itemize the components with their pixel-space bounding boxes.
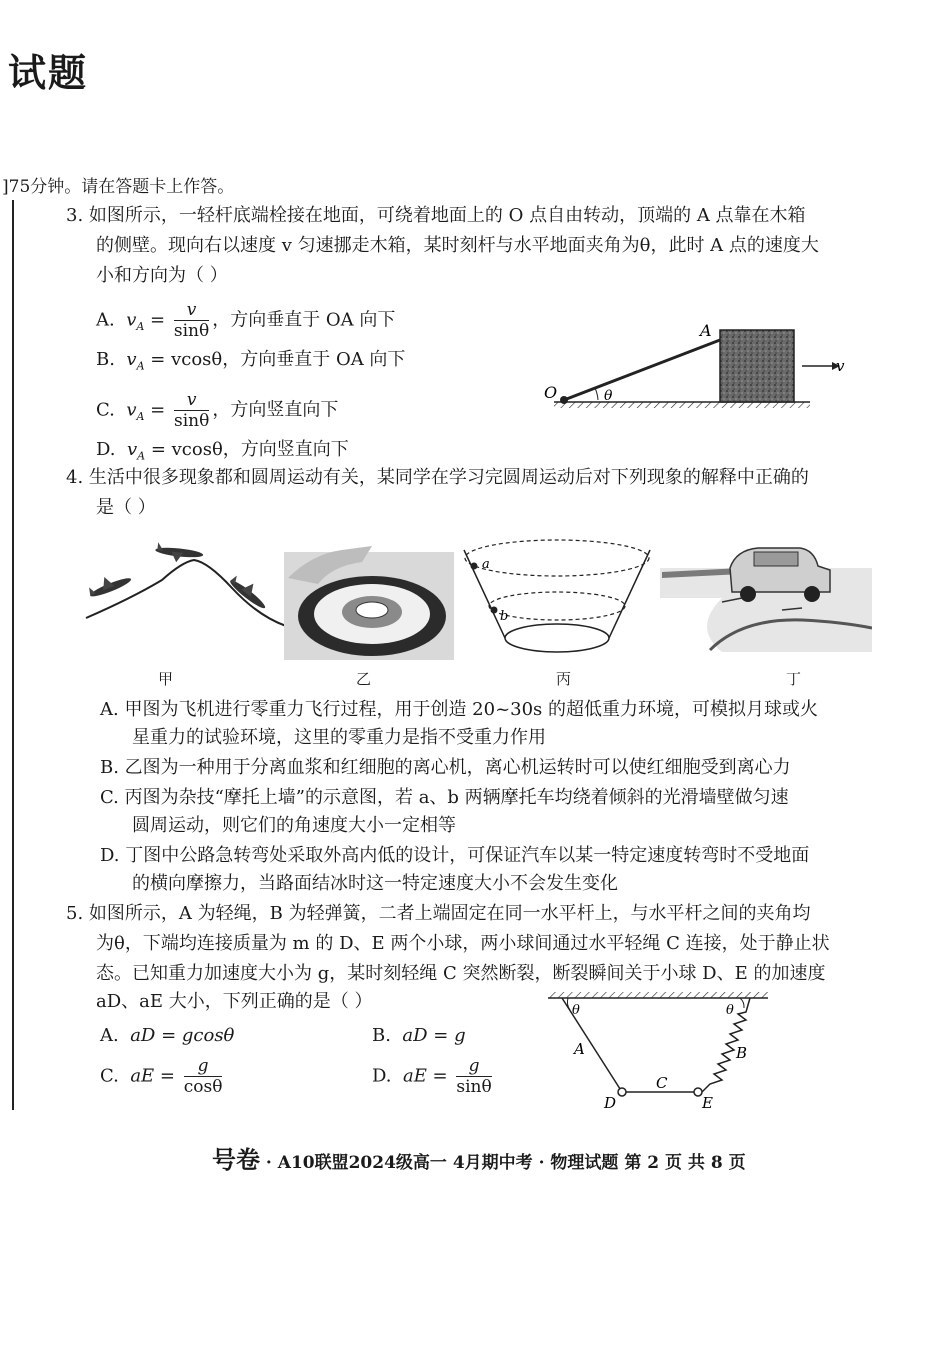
q5-option-c <box>100 1056 225 1097</box>
q3-option-a: A. $v_A$ = $\frac{v}{\sin\theta}$ ，方向垂直于 OA 向下 <box>96 300 396 341</box>
label-c: C <box>656 1074 668 1092</box>
figure-yi-centrifuge <box>284 546 454 660</box>
airplane-icon <box>86 568 133 599</box>
q3-option-b <box>96 348 405 379</box>
car-wheel <box>804 586 820 602</box>
q3-option-d-sub: A <box>137 449 146 463</box>
light-rod <box>564 340 720 400</box>
cone-top-rim <box>465 540 649 576</box>
motorcycle-b-dot <box>491 607 498 614</box>
angle-arc-right <box>740 998 744 1008</box>
q3-option-c-num: v <box>174 390 209 411</box>
ball-d <box>618 1088 626 1096</box>
q3-option-a-fraction <box>174 300 209 341</box>
q3-option-b-label: B. <box>96 349 115 370</box>
q3-option-a-sub: A <box>136 320 145 334</box>
caption-jia: 甲 <box>158 670 174 688</box>
exam-time-note: ]75分钟。请在答题卡上作答。 <box>2 177 235 197</box>
q4-option-d-line-2: 的横向摩擦力，当路面结冰时这一特定速度大小不会发生变化 <box>132 873 618 894</box>
q4-stem-line-1: 4. 生活中很多现象都和圆周运动有关，某同学在学习完圆周运动后对下列现象的解释中正确的 <box>66 467 809 488</box>
figure-jia-parabolic-flight <box>86 542 286 626</box>
point-o-label: O <box>544 383 558 402</box>
page-footer <box>212 1140 746 1175</box>
q5-option-d-lhs: aE = <box>402 1065 448 1087</box>
q3-option-b-lhs: v <box>126 349 137 370</box>
wooden-box <box>720 330 794 402</box>
q4-option-a-line-1: A. 甲图为飞机进行零重力飞行过程，用于创造 20~30s 的超低重力环境，可模拟月球或火 <box>100 699 819 720</box>
q3-stem-line-3: 小和方向为（ ） <box>96 265 228 286</box>
theta-right-label: θ <box>726 1003 734 1018</box>
cone-middle-ring <box>489 592 625 620</box>
q5-option-a-text: aD = gcosθ <box>130 1025 235 1046</box>
q5-option-d-fraction <box>456 1056 491 1097</box>
q5-rope-spring-figure <box>540 990 776 1114</box>
q3-option-d-tail: ，方向竖直向下 <box>222 439 349 460</box>
q3-option-c-label: C. <box>96 399 115 421</box>
cone-right-wall <box>609 550 650 638</box>
q4-option-c-line-2: 圆周运动，则它们的角速度大小一定相等 <box>132 815 456 836</box>
q5-option-c-num: g <box>184 1056 223 1077</box>
label-b: b <box>500 609 509 624</box>
rope-a <box>562 998 622 1092</box>
flight-path <box>86 560 286 626</box>
q3-option-c: C. $v_A$ = $\frac{v}{\sin\theta}$ ，方向竖直向下 <box>96 390 339 431</box>
q5-option-a <box>100 1024 234 1048</box>
q3-option-d-rhs: = vcosθ <box>150 439 223 460</box>
footer-text: · A10联盟2024级高一 4月期中考 · 物理试题 第 2 页 共 8 页 <box>265 1153 746 1173</box>
q5-option-d-label: D. <box>372 1065 392 1087</box>
q5-stem-line-4: aD、aE 大小，下列正确的是（ ） <box>96 991 373 1012</box>
q3-rod-box-figure <box>540 318 850 418</box>
pivot-o-point <box>560 396 568 404</box>
cone-bottom-rim <box>505 624 609 652</box>
q3-option-d <box>96 438 349 469</box>
publisher-logo: 号卷 <box>212 1145 260 1174</box>
q5-option-c-lhs: aE = <box>130 1065 175 1087</box>
q5-option-d <box>372 1056 495 1097</box>
angle-arc <box>595 388 598 400</box>
q3-stem-line-2: 的侧壁。现向右以速度 v 匀速挪走木箱，某时刻杆与水平地面夹角为θ，此时 A 点的速度大 <box>96 235 819 256</box>
theta-left-label: θ <box>572 1003 580 1018</box>
figure-bing-cone-wall <box>464 540 650 652</box>
q5-stem-line-3: 态。已知重力加速度大小为 g，某时刻轻绳 C 突然断裂，断裂瞬间关于小球 D、E 的加速度 <box>96 963 826 984</box>
point-a-label: A <box>700 321 712 340</box>
label-a: a <box>482 557 490 572</box>
car-wheel <box>740 586 756 602</box>
q3-option-c-tail: ，方向竖直向下 <box>212 399 339 421</box>
q3-option-a-num: v <box>174 300 209 321</box>
theta-label: θ <box>604 388 613 404</box>
velocity-label: v <box>836 357 845 375</box>
ball-e <box>694 1088 702 1096</box>
label-e: E <box>702 1094 713 1112</box>
label-a: A <box>574 1040 585 1058</box>
q3-option-a-lhs: v <box>126 309 137 331</box>
q3-option-b-rhs: = vcosθ <box>150 349 223 370</box>
page-title: 试题 <box>8 50 89 95</box>
q5-stem-line-2: 为θ，下端均连接质量为 m 的 D、E 两个小球，两小球间通过水平轻绳 C 连接，处于静止状 <box>96 933 830 954</box>
q5-option-a-label: A. <box>100 1025 119 1046</box>
ground-hatch <box>554 402 810 408</box>
q5-option-b <box>372 1024 466 1048</box>
q5-option-c-den: cosθ <box>183 1077 223 1097</box>
q5-option-c-fraction <box>184 1056 223 1097</box>
q3-option-b-sub: A <box>136 359 145 373</box>
q5-option-b-label: B. <box>372 1025 391 1046</box>
q5-stem-line-1: 5. 如图所示，A 为轻绳，B 为轻弹簧，二者上端固定在同一水平杆上，与水平杆之间的夹角均 <box>66 903 811 924</box>
car-window <box>754 552 798 566</box>
q5-option-b-text: aD = g <box>402 1025 466 1046</box>
q3-option-a-den: sinθ <box>173 321 210 341</box>
q3-option-b-tail: ，方向垂直于 OA 向下 <box>222 349 406 370</box>
ceiling-hatch <box>548 992 768 998</box>
q3-option-d-lhs: v <box>126 439 138 460</box>
label-d: D <box>604 1094 617 1112</box>
q4-option-a-line-2: 星重力的试验环境，这里的零重力是指不受重力作用 <box>132 727 546 748</box>
q3-option-a-label: A. <box>96 309 115 331</box>
q3-option-c-fraction <box>174 390 209 431</box>
q5-option-d-num: g <box>456 1056 491 1077</box>
q5-option-d-den: sinθ <box>456 1077 492 1097</box>
q4-option-d-line-1: D. 丁图中公路急转弯处采取外高内低的设计，可保证汽车以某一特定速度转弯时不受地面 <box>100 845 810 866</box>
q3-option-c-sub: A <box>136 410 145 424</box>
q3-option-c-den: sinθ <box>173 411 210 431</box>
q3-option-a-tail: ，方向垂直于 OA 向下 <box>212 309 396 331</box>
q4-option-b: B. 乙图为一种用于分离血浆和红细胞的离心机，离心机运转时可以使红细胞受到离心力 <box>100 757 791 778</box>
q3-option-d-label: D. <box>96 439 116 460</box>
motorcycle-a-dot <box>471 563 478 570</box>
label-b: B <box>736 1044 748 1062</box>
margin-rule <box>12 200 14 1110</box>
q4-option-c-line-1: C. 丙图为杂技“摩托上墙”的示意图，若 a、b 两辆摩托车均绕着倾斜的光滑墙壁做匀速 <box>100 787 789 808</box>
caption-yi: 乙 <box>356 670 372 688</box>
centrifuge-hub <box>356 602 388 618</box>
caption-bing: 丙 <box>556 670 572 688</box>
figure-ding-banked-curve <box>660 548 872 652</box>
caption-ding: 丁 <box>786 670 802 688</box>
q3-option-c-lhs: v <box>126 399 137 421</box>
q3-stem-line-1: 3. 如图所示，一轻杆底端栓接在地面，可绕着地面上的 O 点自由转动，顶端的 A 点靠在木箱 <box>66 205 806 226</box>
q4-figure-row <box>82 538 872 684</box>
q5-option-c-label: C. <box>100 1065 119 1087</box>
q4-stem-line-2: 是（ ） <box>96 497 156 518</box>
